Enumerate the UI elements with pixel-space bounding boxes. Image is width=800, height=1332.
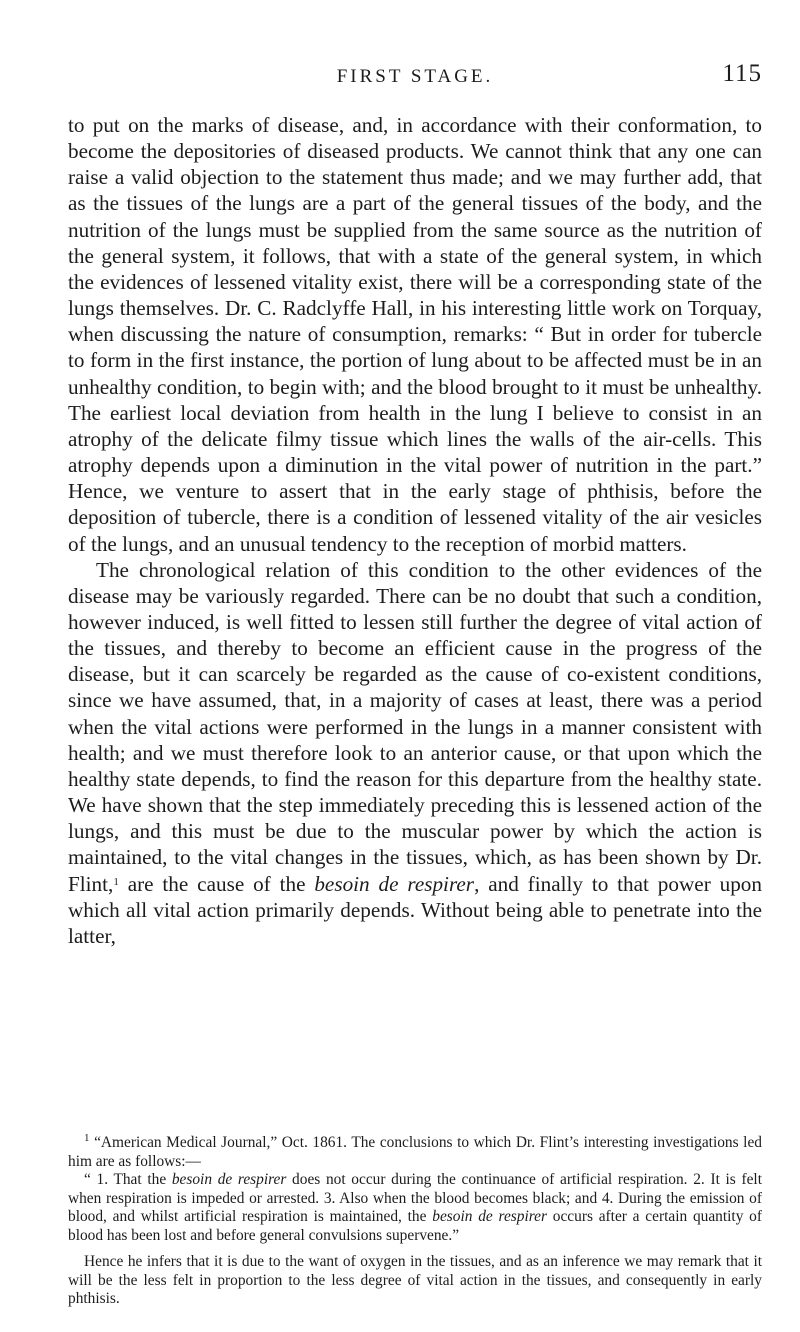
page-header [68,62,762,96]
italic-term: besoin de respirer [314,871,475,896]
paragraph-2 [68,557,762,949]
footnote-intro [68,1134,762,1171]
paragraph-2-text-middle: are the cause of the [118,871,315,896]
footnotes [68,1134,762,1309]
footnote-italic-term-1: besoin de respirer [171,1171,287,1188]
footnote-mark: 1 [84,1132,90,1144]
body-text [68,112,762,949]
footnote-reference: 1 [113,875,119,888]
footnote-quote-part-2: does not occur during the continuance of artificial respiration. 2. It is felt when respiration is impeded or arrested. 3. Also when the blood becomes black; and 4. During the emission of blood, and whilst artificial respiration is maintained, the [68,1171,762,1225]
paragraph-1: to put on the marks of disease, and, in accordance with their conformation, to become the depositories of diseased products. We cannot think that any one can raise a valid objection to the statement thus made; and we may further add, that as the tissues of the lungs are a part of the general tissues of the body, and the nutrition of the lungs must be supplied from the same source as the nutrition of the general system, it follows, that with a state of the general system, in which the evidences of lessened vitality exist, there will be a corresponding state of the lungs themselves. Dr. C. Radclyffe Hall, in his interesting little work on Torquay, when discussing the nature of consumption, remarks: “ But in order for tubercle to form in the first instance, the portion of lung about to be affected must be in an unhealthy condition, to begin with; and the blood brought to it must be unhealthy. The earliest local deviation from health in the lung I believe to consist in an atrophy of the delicate filmy tissue which lines the walls of the air-cells. This atrophy depends upon a diminution in the vital power of nutrition in the part.” Hence, we venture to assert that in the early stage of phthisis, before the deposition of tubercle, there is a condition of lessened vitality of the air vesicles of the lungs, and an unusual tendency to the reception of morbid matters. [68,113,762,556]
footnote-conclusion: Hence he infers that it is due to the want of oxygen in the tissues, and as an inference we may remark that it will be the less felt in proportion to the less degree of vital action in the tissues, and consequently in early phthisis. [68,1253,762,1307]
paragraph-2-text-after: , and finally to that power upon which all vital action primarily depends. Without being able to penetrate into the latter, [68,871,762,948]
footnote-quote [68,1171,762,1245]
paragraph-2-text-before: The chronological relation of this condition to the other evidences of the disease may be variously regarded. There can be no doubt that such a condition, however induced, is well fitted to lessen still further the degree of vital action of the tissues, and thereby to become an efficient cause in the progress of the disease, but it can scarcely be regarded as the cause of co-existent conditions, since we have assumed, that, in a majority of cases at least, there was a period when the vital actions were performed in the lungs in a manner consistent with health; and we must therefore look to an anterior cause, or that upon which the healthy state depends, to find the reason for this departure from the healthy state. We have shown that the step immediately preceding this is lessened action of the lungs, and this must be due to the muscular power by which the action is maintained, to the vital changes in the tissues, which, as has been shown by Dr. Flint, [68,557,762,896]
footnote-italic-term-2: besoin de respirer [432,1208,547,1225]
footnote-intro-text: “American Medical Journal,” Oct. 1861. The conclusions to which Dr. Flint’s interesting investigations led him are as follows:— [68,1134,762,1170]
page-number: 115 [722,60,762,87]
footnote-quote-part-1: “ 1. That the [84,1171,172,1188]
footnote-quote-part-3: occurs after a certain quantity of blood has been lost and before general convulsions supervene.” [68,1208,762,1244]
running-head: FIRST STAGE. [336,66,494,87]
